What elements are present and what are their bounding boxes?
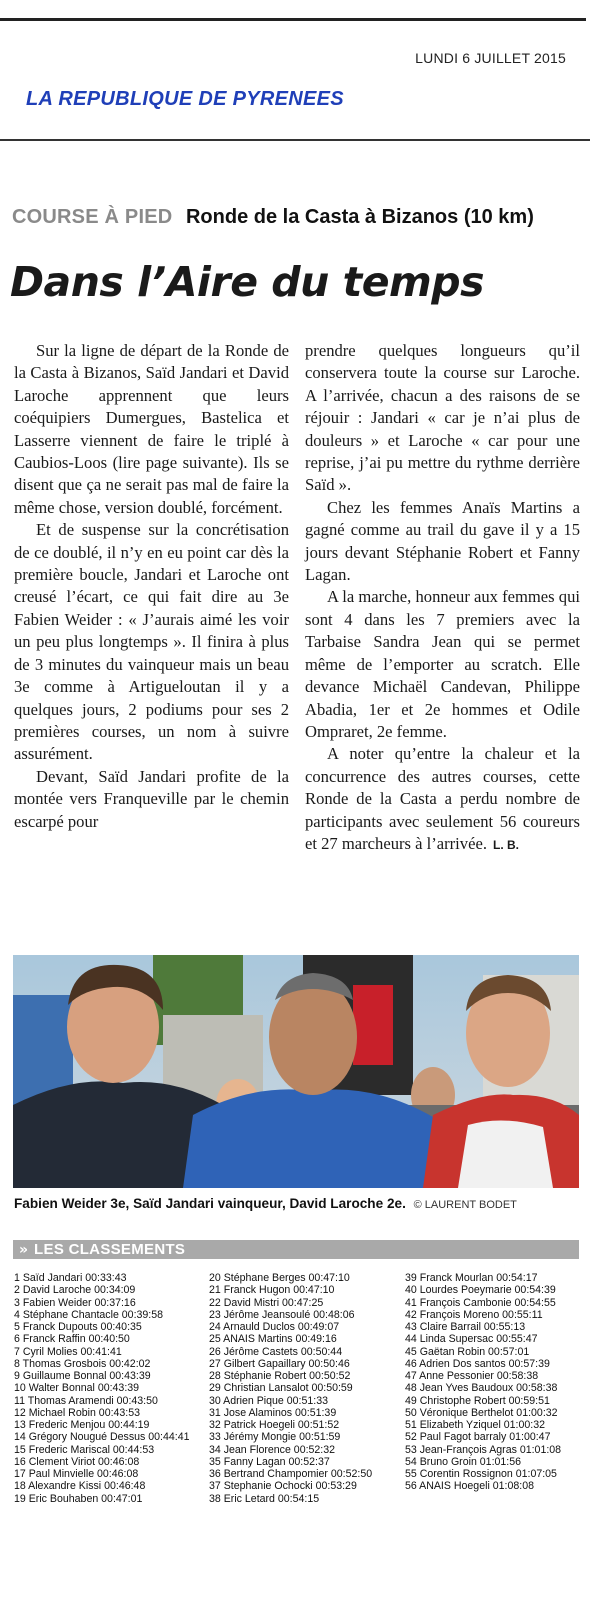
paragraph: A la marche, honneur aux femmes qui sont 4 dans les 7 premiers avec la Tarbaise Sandra Jean qui se permet même de l’emporter au scratch. Elle devance Michaël Candevan, Philippe Abadia, 1er et 2e hommes et Odile Ompraret, 2e femme. xyxy=(305,587,580,741)
results-column-1 xyxy=(14,1272,204,1505)
result-row: 35 Fanny Lagan 00:52:37 xyxy=(209,1455,330,1468)
result-row: 22 David Mistri 00:47:25 xyxy=(209,1296,324,1309)
result-row: 14 Grégory Nougué Dessus 00:44:41 xyxy=(14,1431,190,1444)
separator-rule xyxy=(0,139,590,141)
result-row: 25 ANAIS Martins 00:49:16 xyxy=(209,1333,337,1346)
article-column-2 xyxy=(305,340,580,950)
result-row: 29 Christian Lansalot 00:50:59 xyxy=(209,1382,353,1395)
article-subtitle: Ronde de la Casta à Bizanos (10 km) xyxy=(185,206,534,228)
paragraph: Devant, Saïd Jandari profite de la montée vers Franqueville par le chemin escarpé pour xyxy=(14,766,289,831)
results-column-3 xyxy=(405,1272,585,1493)
result-row: 8 Thomas Grosbois 00:42:02 xyxy=(14,1357,151,1370)
article-kicker xyxy=(12,206,534,229)
top-rule xyxy=(0,18,586,21)
result-row: 18 Alexandre Kissi 00:46:48 xyxy=(14,1480,146,1493)
result-row: 50 Véronique Berthelot 01:00:32 xyxy=(405,1406,558,1419)
result-row: 7 Cyril Molies 00:41:41 xyxy=(14,1345,122,1358)
result-row: 24 Arnauld Duclos 00:49:07 xyxy=(209,1321,340,1333)
result-row: 43 Claire Barrail 00:55:13 xyxy=(405,1321,526,1333)
result-row: 42 François Moreno 00:55:11 xyxy=(405,1308,543,1321)
result-row: 15 Frederic Mariscal 00:44:53 xyxy=(14,1443,155,1456)
result-row: 39 Franck Mourlan 00:54:17 xyxy=(405,1272,538,1284)
result-row: 54 Bruno Groin 01:01:56 xyxy=(405,1455,522,1468)
results-header-bar xyxy=(13,1240,579,1259)
podium-photo xyxy=(13,955,579,1188)
result-row: 56 ANAIS Hoegeli 01:08:08 xyxy=(405,1480,534,1493)
article-body xyxy=(14,340,580,950)
result-row: 45 Gaëtan Robin 00:57:01 xyxy=(405,1345,530,1358)
paragraph: Chez les femmes Anaïs Martins a gagné comme au trail du gave il y a 15 jours devant Stéphanie Robert et Fanny Lagan. xyxy=(305,497,580,585)
article-column-1 xyxy=(14,340,289,950)
paragraph-last xyxy=(305,743,580,856)
article-headline: Dans l’Aire du temps xyxy=(10,258,484,306)
result-row: 9 Guillaume Bonnal 00:43:39 xyxy=(14,1370,151,1382)
result-row: 26 Jérôme Castets 00:50:44 xyxy=(209,1345,343,1358)
result-row: 40 Lourdes Poeymarie 00:54:39 xyxy=(405,1284,556,1297)
result-row: 53 Jean-François Agras 01:01:08 xyxy=(405,1443,562,1456)
result-row: 6 Franck Raffin 00:40:50 xyxy=(14,1333,130,1346)
result-row: 16 Clement Viriot 00:46:08 xyxy=(14,1455,140,1468)
results-column-2 xyxy=(209,1272,404,1505)
publication-date: LUNDI 6 JUILLET 2015 xyxy=(415,50,566,66)
photo-caption xyxy=(14,1196,517,1211)
photo-credit: © LAURENT BODET xyxy=(413,1199,517,1211)
result-row: 2 David Laroche 00:34:09 xyxy=(14,1284,136,1297)
result-row: 28 Stéphanie Robert 00:50:52 xyxy=(209,1370,351,1382)
result-row: 3 Fabien Weider 00:37:16 xyxy=(14,1296,136,1309)
caption-text: Fabien Weider 3e, Saïd Jandari vainqueur, David Laroche 2e. xyxy=(14,1196,406,1211)
result-row: 30 Adrien Pique 00:51:33 xyxy=(209,1394,328,1407)
result-row: 19 Eric Bouhaben 00:47:01 xyxy=(14,1492,143,1505)
paragraph: prendre quelques longueurs qu’il conservera toute la course sur Laroche. A l’arrivée, chacun a des raisons de se réjouir : Jandari « car je n’ai plus de douleurs » et Laroche « car pour une reprise, j’ai pu mettre du rythme derrière Saïd ». xyxy=(305,341,580,495)
result-row: 49 Christophe Robert 00:59:51 xyxy=(405,1394,550,1407)
result-row: 48 Jean Yves Baudoux 00:58:38 xyxy=(405,1382,558,1395)
result-row: 23 Jérôme Jeansoulé 00:48:06 xyxy=(209,1308,355,1321)
result-row: 31 Jose Alaminos 00:51:39 xyxy=(209,1406,337,1419)
article-category: COURSE À PIED xyxy=(12,206,173,228)
result-row: 32 Patrick Hoegeli 00:51:52 xyxy=(209,1419,340,1431)
newspaper-name: LA REPUBLIQUE DE PYRENEES xyxy=(26,88,344,110)
result-row: 12 Michael Robin 00:43:53 xyxy=(14,1406,141,1419)
double-chevron-icon: » xyxy=(19,1241,29,1258)
photo-illustration xyxy=(13,955,579,1188)
paragraph-text: A noter qu’entre la chaleur et la concurrence des autres courses, cette Ronde de la Casta a perdu nombre de participants avec seulement 56 coureurs et 27 marcheurs à l’arrivée. xyxy=(305,744,580,853)
result-row: 47 Anne Pessonier 00:58:38 xyxy=(405,1370,539,1382)
result-row: 44 Linda Supersac 00:55:47 xyxy=(405,1333,538,1346)
result-row: 34 Jean Florence 00:52:32 xyxy=(209,1443,336,1456)
result-row: 17 Paul Minvielle 00:46:08 xyxy=(14,1468,139,1480)
author-signature: L. B. xyxy=(492,837,519,852)
results-title: LES CLASSEMENTS xyxy=(34,1241,186,1258)
result-row: 46 Adrien Dos santos 00:57:39 xyxy=(405,1357,550,1370)
result-row: 21 Franck Hugon 00:47:10 xyxy=(209,1284,335,1297)
result-row: 11 Thomas Aramendi 00:43:50 xyxy=(14,1394,158,1407)
result-row: 4 Stéphane Chantacle 00:39:58 xyxy=(14,1308,164,1321)
result-row: 36 Bertrand Champomier 00:52:50 xyxy=(209,1468,373,1480)
result-row: 1 Saïd Jandari 00:33:43 xyxy=(14,1272,127,1284)
result-row: 20 Stéphane Berges 00:47:10 xyxy=(209,1272,350,1284)
result-row: 51 Elizabeth Yziquel 01:00:32 xyxy=(405,1419,545,1431)
result-row: 27 Gilbert Gapaillary 00:50:46 xyxy=(209,1357,350,1370)
result-row: 10 Walter Bonnal 00:43:39 xyxy=(14,1382,140,1395)
result-row: 33 Jérémy Mongie 00:51:59 xyxy=(209,1431,341,1444)
result-row: 41 François Cambonie 00:54:55 xyxy=(405,1296,556,1309)
paragraph: Sur la ligne de départ de la Ronde de la Casta à Bizanos, Saïd Jandari et David Laroche apprennent que leurs coéquipiers Dumergues, Bastelica et Lasserre viennent de faire le triplé à Caubios-Loos (lire page suivante). Ils se disent que ça ne serait pas mal de faire la même chose, version doublé, forcément. xyxy=(14,341,289,517)
result-row: 52 Paul Fagot barraly 01:00:47 xyxy=(405,1431,551,1444)
result-row: 5 Franck Dupouts 00:40:35 xyxy=(14,1321,142,1333)
result-row: 55 Corentin Rossignon 01:07:05 xyxy=(405,1468,557,1480)
result-row: 13 Frederic Menjou 00:44:19 xyxy=(14,1419,150,1431)
result-row: 37 Stephanie Ochocki 00:53:29 xyxy=(209,1480,357,1493)
paragraph: Et de suspense sur la concrétisation de ce doublé, il n’y en eu point car dès la première boucle, Jandari et Laroche ont creusé l’écart, ce qui fait dire au 3e Fabien Weider : « J’aurais aimé les voir un peu plus longtemps ». Il finira à plus de 3 minutes du vainqueur mais un beau 3e comme à Artigueloutan il y a quelques jours, 2 podiums pour ses 2 premières courses, un nom à suivre assurément. xyxy=(14,520,289,764)
result-row: 38 Eric Letard 00:54:15 xyxy=(209,1492,320,1505)
